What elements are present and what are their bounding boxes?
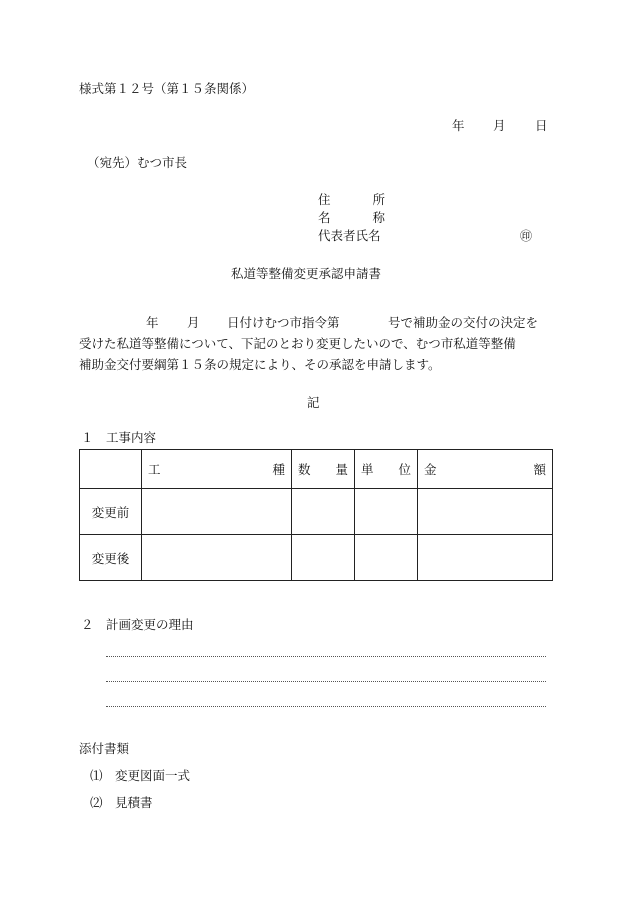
date-year: 年: [452, 118, 465, 133]
table-header-row: [80, 450, 553, 489]
body-month: 月: [187, 315, 200, 330]
attachments-heading: 添付書類: [79, 741, 130, 756]
reason-line-2[interactable]: [106, 681, 546, 682]
section2-heading: ２ 計画変更の理由: [81, 617, 194, 632]
seal-icon: ㊞: [520, 229, 533, 243]
attachment-item-2: ⑵ 見積書: [90, 795, 153, 810]
row-label-after: 変更後: [80, 535, 142, 581]
cell-kind-after[interactable]: [142, 535, 292, 581]
column-header-kind: 工 種: [142, 450, 292, 489]
applicant-name-label: [318, 212, 385, 225]
table-row: [80, 535, 553, 581]
table-corner-cell: [80, 450, 142, 489]
name-char-2: 称: [372, 210, 385, 225]
ki-heading: 記: [307, 395, 320, 410]
column-header-quantity: 数 量: [292, 450, 355, 489]
form-number: 様式第１２号（第１５条関係）: [79, 81, 255, 96]
row-label-before: 変更前: [80, 489, 142, 535]
body-paragraph: [79, 312, 549, 375]
cell-amount-before[interactable]: [418, 489, 553, 535]
reason-line-1[interactable]: [106, 656, 546, 657]
cell-quantity-before[interactable]: [292, 489, 355, 535]
cell-unit-after[interactable]: [355, 535, 418, 581]
cell-kind-before[interactable]: [142, 489, 292, 535]
representative-label: 代表者氏名: [318, 228, 381, 243]
date-month: 月: [493, 118, 506, 133]
attachment-item-1: ⑴ 変更図面一式: [90, 768, 191, 783]
address-char-1: 住: [318, 192, 331, 207]
date-day: 日: [535, 118, 548, 133]
work-table: [79, 449, 553, 581]
cell-unit-before[interactable]: [355, 489, 418, 535]
body-decision: 号で補助金の交付の決定を: [388, 315, 539, 330]
table-row: [80, 489, 553, 535]
body-line-2: 受けた私道等整備について、下記のとおり変更したいので、むつ市私道等整備: [79, 336, 516, 351]
body-line-3: 補助金交付要綱第１５条の規定により、その承認を申請します。: [79, 357, 441, 372]
cell-amount-after[interactable]: [418, 535, 553, 581]
reason-line-3[interactable]: [106, 706, 546, 707]
applicant-address-label: [318, 194, 385, 207]
address-char-2: 所: [372, 192, 385, 207]
body-line-1: [79, 312, 549, 333]
name-char-1: 名: [318, 210, 331, 225]
addressee: （宛先）むつ市長: [87, 155, 188, 170]
body-year: 年: [146, 315, 159, 330]
cell-quantity-after[interactable]: [292, 535, 355, 581]
body-directive: 日付けむつ市指令第: [227, 315, 340, 330]
section1-heading: １ 工事内容: [81, 430, 157, 445]
column-header-amount: 金 額: [418, 450, 553, 489]
document-title: 私道等整備変更承認申請書: [231, 266, 382, 281]
column-header-unit: 単 位: [355, 450, 418, 489]
